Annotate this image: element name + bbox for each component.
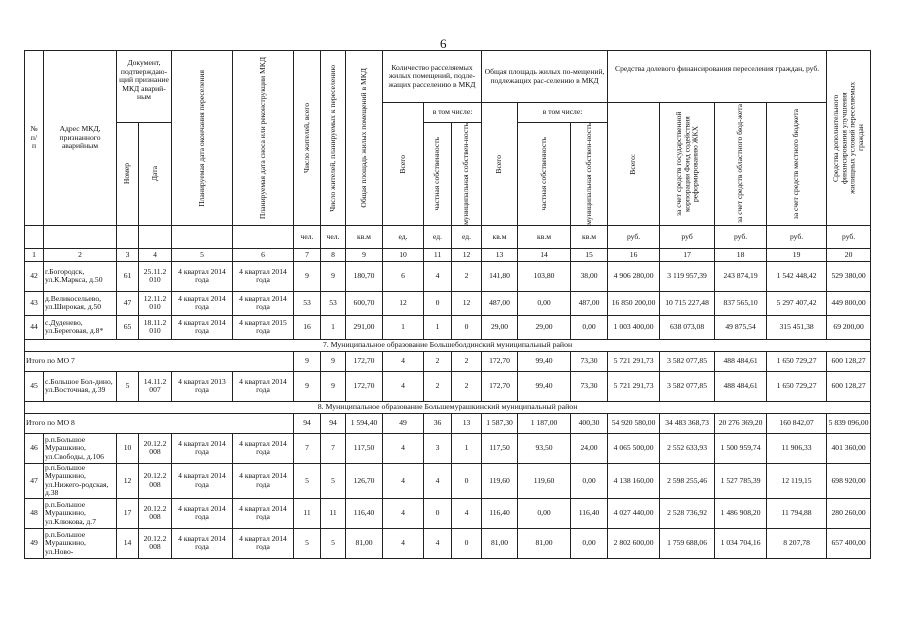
data-cell: 1 650 729,27	[767, 371, 827, 401]
column-number: 11	[424, 248, 452, 261]
unit-cell: ед.	[383, 225, 424, 248]
data-cell: 20.12.2 008	[139, 498, 172, 528]
table-row	[25, 528, 871, 558]
total-cell: 94	[321, 413, 346, 433]
data-cell: 20.12.2 008	[139, 528, 172, 558]
data-cell: 3 119 957,39	[660, 261, 715, 291]
column-number: 10	[383, 248, 424, 261]
address-cell: с.Дуденево, ул.Береговая, д.8*	[44, 315, 117, 339]
header-area-resettle: Общая площадь жилых по-мещений, подлежащих рас-селению в МКД	[482, 51, 608, 103]
data-cell: 53	[294, 291, 321, 315]
header-doc-date: Дата	[139, 123, 172, 226]
row-number: 45	[25, 371, 44, 401]
data-cell: 4	[383, 433, 424, 463]
header-fin-local: за счет средств местного бюджета	[767, 103, 827, 226]
column-number: 2	[44, 248, 117, 261]
data-cell: 69 200,00	[827, 315, 871, 339]
data-cell: 17	[117, 498, 139, 528]
header-area-municipal: муниципальная собствен-ность	[571, 123, 608, 226]
data-cell: 16	[294, 315, 321, 339]
total-cell: 3 582 077,85	[660, 351, 715, 371]
data-cell: 4 квартал 2014 года	[233, 371, 294, 401]
header-premises-private: частная собственность	[424, 123, 452, 226]
header-residents-planned: Число жителей, планируемых к переселению	[321, 51, 346, 226]
unit-cell: кв.м	[482, 225, 518, 248]
data-cell: 11 794,88	[767, 498, 827, 528]
unit-cell: руб.	[608, 225, 660, 248]
data-cell: 11 906,33	[767, 433, 827, 463]
data-cell: 172,70	[482, 371, 518, 401]
data-cell: 9	[321, 261, 346, 291]
total-cell: 400,30	[571, 413, 608, 433]
data-cell: 12.11.2 010	[139, 291, 172, 315]
unit-cell: руб.	[715, 225, 767, 248]
total-row	[25, 413, 871, 433]
data-cell: 0,00	[571, 528, 608, 558]
total-label: Итого по МО 8	[25, 413, 294, 433]
data-cell: 0	[424, 291, 452, 315]
table-row	[25, 463, 871, 498]
data-cell: 9	[294, 371, 321, 401]
unit-cell: кв.м	[518, 225, 571, 248]
data-cell: 657 400,00	[827, 528, 871, 558]
data-cell: 449 800,00	[827, 291, 871, 315]
header-row-no: № п/ п	[25, 51, 44, 226]
total-cell: 1 650 729,27	[767, 351, 827, 371]
row-number: 48	[25, 498, 44, 528]
data-cell: 1	[452, 433, 482, 463]
total-cell: 49	[383, 413, 424, 433]
data-cell: 1 034 704,16	[715, 528, 767, 558]
header-residents-total: Число жителей, всего	[294, 51, 321, 226]
data-cell: 837 565,10	[715, 291, 767, 315]
total-cell: 99,40	[518, 351, 571, 371]
data-cell: 24,00	[571, 433, 608, 463]
address-cell: р.п.Большое Мурашкино, ул.Нижего-родская, д.38	[44, 463, 117, 498]
page-number: 6	[440, 36, 447, 51]
data-cell: 4 квартал 2014 года	[233, 261, 294, 291]
data-cell: 4 065 500,00	[608, 433, 660, 463]
row-number: 42	[25, 261, 44, 291]
data-cell: 29,00	[518, 315, 571, 339]
data-cell: 5	[321, 463, 346, 498]
data-cell: 14	[117, 528, 139, 558]
column-number: 9	[346, 248, 383, 261]
data-cell: 11	[294, 498, 321, 528]
units-row	[25, 225, 871, 248]
data-cell: 4	[424, 528, 452, 558]
data-cell: 5 297 407,42	[767, 291, 827, 315]
data-cell: 4 квартал 2014 года	[172, 498, 233, 528]
column-number: 17	[660, 248, 715, 261]
data-cell: 4 квартал 2014 года	[233, 463, 294, 498]
data-cell: 141,80	[482, 261, 518, 291]
address-cell: р.п.Большое Мурашкино, ул.Клюкова, д.7	[44, 498, 117, 528]
data-cell: 0	[424, 498, 452, 528]
data-cell: 4 138 160,00	[608, 463, 660, 498]
data-cell: 0	[452, 528, 482, 558]
column-number: 8	[321, 248, 346, 261]
resettlement-table	[24, 50, 871, 559]
total-cell: 1 587,30	[482, 413, 518, 433]
data-cell: 4	[383, 371, 424, 401]
row-number: 47	[25, 463, 44, 498]
data-cell: 4	[424, 463, 452, 498]
column-number: 12	[452, 248, 482, 261]
total-cell: 4	[383, 351, 424, 371]
section-title: 8. Муниципальное образование Большемурашкинский муниципальный район	[25, 401, 871, 413]
data-cell: 81,00	[518, 528, 571, 558]
data-cell: 53	[321, 291, 346, 315]
data-cell: 18.11.2 010	[139, 315, 172, 339]
column-number: 3	[117, 248, 139, 261]
data-cell: 12	[383, 291, 424, 315]
section-row	[25, 401, 871, 413]
data-cell: 10	[117, 433, 139, 463]
data-cell: 4 квартал 2014 года	[233, 498, 294, 528]
column-number: 15	[571, 248, 608, 261]
header-living-area: Общая площадь жилых помещений в МКД	[346, 51, 383, 226]
data-cell: 25.11.2 010	[139, 261, 172, 291]
column-numbers-row	[25, 248, 871, 261]
total-cell: 1 594,40	[346, 413, 383, 433]
unit-cell: кв.м	[346, 225, 383, 248]
total-cell: 9	[321, 351, 346, 371]
data-cell: 488 484,61	[715, 371, 767, 401]
header-document: Документ, подтверждаю-щий признание МКД аварий-ным	[117, 51, 172, 123]
total-cell: 2	[424, 351, 452, 371]
header-resettle-end: Планируемая дата окончания переселения	[172, 51, 233, 226]
data-cell: 600,70	[346, 291, 383, 315]
total-cell: 54 920 580,00	[608, 413, 660, 433]
column-number: 16	[608, 248, 660, 261]
data-cell: 119,60	[518, 463, 571, 498]
row-number: 44	[25, 315, 44, 339]
data-cell: 3	[424, 433, 452, 463]
data-cell: 7	[294, 433, 321, 463]
data-cell: 4 квартал 2014 года	[172, 433, 233, 463]
data-cell: 0,00	[518, 498, 571, 528]
data-cell: 280 260,00	[827, 498, 871, 528]
data-cell: 0	[452, 463, 482, 498]
data-cell: 5 721 291,73	[608, 371, 660, 401]
data-cell: 2	[424, 371, 452, 401]
data-cell: 12 119,15	[767, 463, 827, 498]
data-cell: 29,00	[482, 315, 518, 339]
data-cell: 20.12.2 008	[139, 463, 172, 498]
address-cell: р.п.Большое Мурашкино, ул.Ново-	[44, 528, 117, 558]
data-cell: 73,30	[571, 371, 608, 401]
data-cell: 103,80	[518, 261, 571, 291]
data-cell: 529 380,00	[827, 261, 871, 291]
data-cell: 1	[383, 315, 424, 339]
data-cell: 38,00	[571, 261, 608, 291]
column-number: 1	[25, 248, 44, 261]
data-cell: 4	[424, 261, 452, 291]
unit-cell: чел.	[294, 225, 321, 248]
header-premises-including: в том числе:	[424, 103, 482, 123]
table-row	[25, 498, 871, 528]
row-number: 49	[25, 528, 44, 558]
row-number: 46	[25, 433, 44, 463]
header-fin-fund: за счет средств государственной корпорации Фонд содействия реформированию ЖКХ	[660, 103, 715, 226]
data-cell: 487,00	[571, 291, 608, 315]
section-row	[25, 339, 871, 351]
total-cell: 73,30	[571, 351, 608, 371]
address-cell: г.Богородск, ул.К.Маркса, д.50	[44, 261, 117, 291]
data-cell: 1 500 959,74	[715, 433, 767, 463]
unit-cell: руб.	[767, 225, 827, 248]
header-financing: Средства долевого финансирования переселения граждан, руб.	[608, 51, 827, 103]
total-cell: 488 484,61	[715, 351, 767, 371]
data-cell: 4	[383, 528, 424, 558]
data-cell: 5	[321, 528, 346, 558]
unit-cell: руб.	[827, 225, 871, 248]
data-cell: 4 квартал 2014 года	[172, 528, 233, 558]
data-cell: 81,00	[482, 528, 518, 558]
total-cell: 160 842,07	[767, 413, 827, 433]
data-cell: 4	[383, 498, 424, 528]
data-cell: 20.12.2 008	[139, 433, 172, 463]
data-cell: 10 715 227,48	[660, 291, 715, 315]
data-cell: 4 квартал 2014 года	[233, 291, 294, 315]
data-cell: 0	[452, 315, 482, 339]
header-extra-financing: Средства дополнительного финансирования улучшения жилищных условий переселяемых граждан	[827, 51, 871, 226]
header-fin-total: Всего:	[608, 103, 660, 226]
total-cell: 5 839 096,00	[827, 413, 871, 433]
total-label: Итого по МО 7	[25, 351, 294, 371]
data-cell: 4 квартал 2015 года	[233, 315, 294, 339]
column-number: 14	[518, 248, 571, 261]
data-cell: 1 486 908,20	[715, 498, 767, 528]
column-number: 7	[294, 248, 321, 261]
data-cell: 0,00	[571, 315, 608, 339]
total-cell: 9	[294, 351, 321, 371]
column-number: 5	[172, 248, 233, 261]
data-cell: 99,40	[518, 371, 571, 401]
column-number: 6	[233, 248, 294, 261]
column-number: 4	[139, 248, 172, 261]
data-cell: 47	[117, 291, 139, 315]
data-cell: 2	[452, 371, 482, 401]
data-cell: 4 квартал 2014 года	[172, 463, 233, 498]
data-cell: 2 598 255,46	[660, 463, 715, 498]
data-cell: 698 920,00	[827, 463, 871, 498]
unit-cell: ед.	[452, 225, 482, 248]
data-cell: 9	[294, 261, 321, 291]
data-cell: 126,70	[346, 463, 383, 498]
table-row	[25, 291, 871, 315]
data-cell: 11	[321, 498, 346, 528]
row-number: 43	[25, 291, 44, 315]
data-cell: 2 528 736,92	[660, 498, 715, 528]
data-cell: 8 207,78	[767, 528, 827, 558]
data-cell: 5	[294, 528, 321, 558]
data-cell: 117,50	[346, 433, 383, 463]
data-cell: 291,00	[346, 315, 383, 339]
total-cell: 5 721 291,73	[608, 351, 660, 371]
data-cell: 116,40	[346, 498, 383, 528]
data-cell: 4 квартал 2013 года	[172, 371, 233, 401]
header-premises-count: Количество расселяемых жилых помещений, подле-жащих расселению в МКД	[383, 51, 482, 103]
data-cell: 49 875,54	[715, 315, 767, 339]
data-cell: 2 552 633,93	[660, 433, 715, 463]
data-cell: 4 027 440,00	[608, 498, 660, 528]
header-doc-number: Номер	[117, 123, 139, 226]
data-cell: 5	[294, 463, 321, 498]
data-cell: 1	[424, 315, 452, 339]
data-cell: 116,40	[482, 498, 518, 528]
data-cell: 2	[452, 261, 482, 291]
total-cell: 172,70	[482, 351, 518, 371]
data-cell: 180,70	[346, 261, 383, 291]
column-number: 13	[482, 248, 518, 261]
data-cell: 4 квартал 2014 года	[233, 528, 294, 558]
total-row	[25, 351, 871, 371]
header-premises-municipal: муниципальная собствен-ность	[452, 123, 482, 226]
data-cell: 93,50	[518, 433, 571, 463]
unit-cell: чел.	[321, 225, 346, 248]
data-cell: 401 360,00	[827, 433, 871, 463]
address-cell: с.Большое Бол-дино, ул.Восточная, д.39	[44, 371, 117, 401]
total-cell: 172,70	[346, 351, 383, 371]
header-demolish-date: Планируемая дата сноса или реконструкции МКД	[233, 51, 294, 226]
unit-cell: кв.м	[571, 225, 608, 248]
total-cell: 1 187,00	[518, 413, 571, 433]
data-cell: 1 542 448,42	[767, 261, 827, 291]
table-row	[25, 315, 871, 339]
column-number: 20	[827, 248, 871, 261]
data-cell: 4	[452, 498, 482, 528]
data-cell: 7	[321, 433, 346, 463]
data-cell: 61	[117, 261, 139, 291]
data-cell: 4 квартал 2014 года	[172, 315, 233, 339]
section-title: 7. Муниципальное образование Большеболдинский муниципальный район	[25, 339, 871, 351]
data-cell: 4 квартал 2014 года	[233, 433, 294, 463]
data-cell: 9	[321, 371, 346, 401]
data-cell: 638 073,08	[660, 315, 715, 339]
table-row	[25, 371, 871, 401]
data-cell: 4 квартал 2014 года	[172, 261, 233, 291]
header-address: Адрес МКД, признанного аварийным	[44, 51, 117, 226]
total-cell: 600 128,27	[827, 351, 871, 371]
data-cell: 117,50	[482, 433, 518, 463]
header-row-1	[25, 51, 871, 103]
unit-cell: ед.	[424, 225, 452, 248]
total-cell: 20 276 369,20	[715, 413, 767, 433]
data-cell: 4	[383, 463, 424, 498]
data-cell: 315 451,38	[767, 315, 827, 339]
data-cell: 119,60	[482, 463, 518, 498]
column-number: 18	[715, 248, 767, 261]
data-cell: 4 906 280,00	[608, 261, 660, 291]
address-cell: д.Великосельево, ул.Широкая, д.50	[44, 291, 117, 315]
data-cell: 1 527 785,39	[715, 463, 767, 498]
data-cell: 2 802 600,00	[608, 528, 660, 558]
data-cell: 243 874,19	[715, 261, 767, 291]
header-premises-total: Всего	[383, 103, 424, 226]
data-cell: 16 850 200,00	[608, 291, 660, 315]
column-number: 19	[767, 248, 827, 261]
data-cell: 4 квартал 2014 года	[172, 291, 233, 315]
data-cell: 65	[117, 315, 139, 339]
data-cell: 81,00	[346, 528, 383, 558]
data-cell: 1 759 688,06	[660, 528, 715, 558]
header-area-including: в том числе:	[518, 103, 608, 123]
total-cell: 34 483 368,73	[660, 413, 715, 433]
header-fin-region: за счет средств областного бюд-жета	[715, 103, 767, 226]
data-cell: 1	[321, 315, 346, 339]
total-cell: 94	[294, 413, 321, 433]
data-cell: 116,40	[571, 498, 608, 528]
total-cell: 36	[424, 413, 452, 433]
table-row	[25, 433, 871, 463]
data-cell: 6	[383, 261, 424, 291]
unit-cell: руб	[660, 225, 715, 248]
data-cell: 12	[452, 291, 482, 315]
data-cell: 14.11.2 007	[139, 371, 172, 401]
data-cell: 3 582 077,85	[660, 371, 715, 401]
data-cell: 487,00	[482, 291, 518, 315]
data-cell: 172,70	[346, 371, 383, 401]
data-cell: 600 128,27	[827, 371, 871, 401]
data-cell: 1 003 400,00	[608, 315, 660, 339]
data-cell: 5	[117, 371, 139, 401]
header-area-total: Всего	[482, 103, 518, 226]
total-cell: 13	[452, 413, 482, 433]
data-cell: 12	[117, 463, 139, 498]
address-cell: р.п.Большое Мурашкино, ул.Свободы, д.106	[44, 433, 117, 463]
data-cell: 0,00	[518, 291, 571, 315]
table-row	[25, 261, 871, 291]
header-area-private: частная собственность	[518, 123, 571, 226]
data-cell: 0,00	[571, 463, 608, 498]
total-cell: 2	[452, 351, 482, 371]
